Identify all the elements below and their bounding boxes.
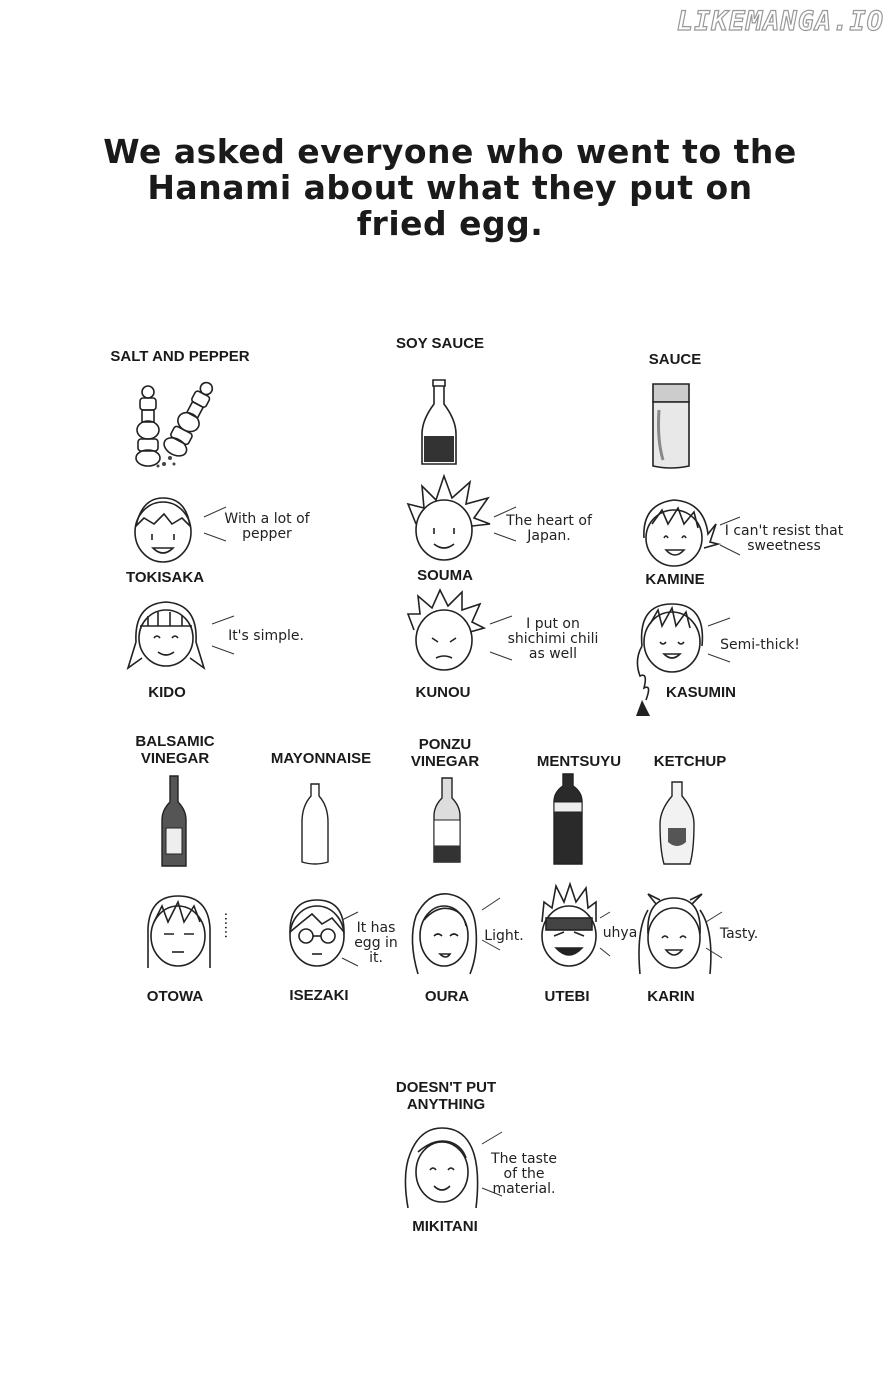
name-souma: SOUMA — [417, 567, 473, 584]
name-kido: KIDO — [148, 684, 186, 701]
quote-kunou: I put on shichimi chili as well — [507, 616, 599, 662]
salt-and-pepper-shakers-icon — [128, 378, 218, 470]
mentsuyu-bottle-icon — [550, 772, 586, 868]
page-title: We asked everyone who went to the Hanami about what they put on fried egg. — [103, 132, 797, 243]
condiment-label-ketchup: KETCHUP — [653, 753, 727, 770]
mikitani-face — [400, 1124, 484, 1214]
name-karin: KARIN — [647, 988, 695, 1005]
quote-kamine: I can't resist that sweetness — [724, 523, 844, 554]
name-mikitani: MIKITANI — [412, 1218, 478, 1235]
utebi-face — [534, 882, 604, 972]
quote-kasumin: Semi-thick! — [720, 637, 800, 653]
condiment-label-salt-and-pepper: SALT AND PEPPER — [110, 348, 250, 365]
mayonnaise-bottle-icon — [298, 782, 332, 866]
name-kasumin: KASUMIN — [666, 684, 736, 701]
name-utebi: UTEBI — [544, 988, 590, 1005]
quote-karin: Tasty. — [719, 926, 759, 942]
name-otowa: OTOWA — [146, 988, 204, 1005]
quote-otowa: ...... — [221, 912, 237, 939]
tokisaka-face — [128, 490, 198, 568]
sauce-bottle-icon — [647, 380, 695, 472]
kamine-face — [638, 494, 718, 570]
balsamic-bottle-icon — [158, 774, 190, 870]
condiment-label-ponzu-vinegar: PONZU VINEGAR — [410, 736, 480, 770]
quote-isezaki: It has egg in it. — [354, 920, 398, 966]
condiment-label-mentsuyu: MENTSUYU — [536, 753, 622, 770]
site-watermark: LIKEMANGA.IO — [676, 6, 884, 37]
quote-oura: Light. — [484, 928, 524, 944]
name-kunou: KUNOU — [415, 684, 471, 701]
condiment-label-doesnt-put-anything: DOESN'T PUT ANYTHING — [395, 1079, 497, 1113]
souma-face — [404, 474, 494, 564]
soy-sauce-bottle-icon — [418, 378, 460, 468]
condiment-label-balsamic-vinegar: BALSAMIC VINEGAR — [135, 733, 215, 767]
oura-face — [404, 890, 484, 980]
otowa-face — [140, 892, 216, 972]
speech-lines — [478, 896, 506, 956]
quote-utebi: uhya — [602, 925, 638, 941]
name-kamine: KAMINE — [645, 571, 705, 588]
ketchup-bottle-icon — [656, 780, 698, 868]
condiment-label-soy-sauce: SOY SAUCE — [395, 335, 485, 352]
quote-souma: The heart of Japan. — [506, 513, 592, 544]
kido-face — [126, 598, 206, 672]
ponzu-bottle-icon — [430, 776, 464, 866]
quote-kido: It's simple. — [228, 628, 304, 644]
condiment-label-mayonnaise: MAYONNAISE — [270, 750, 372, 767]
condiment-label-sauce: SAUCE — [648, 351, 702, 368]
quote-mikitani: The taste of the material. — [491, 1151, 557, 1197]
name-oura: OURA — [424, 988, 470, 1005]
kunou-face — [404, 588, 488, 676]
name-tokisaka: TOKISAKA — [125, 569, 205, 586]
name-isezaki: ISEZAKI — [289, 987, 349, 1004]
quote-tokisaka: With a lot of pepper — [224, 511, 310, 542]
